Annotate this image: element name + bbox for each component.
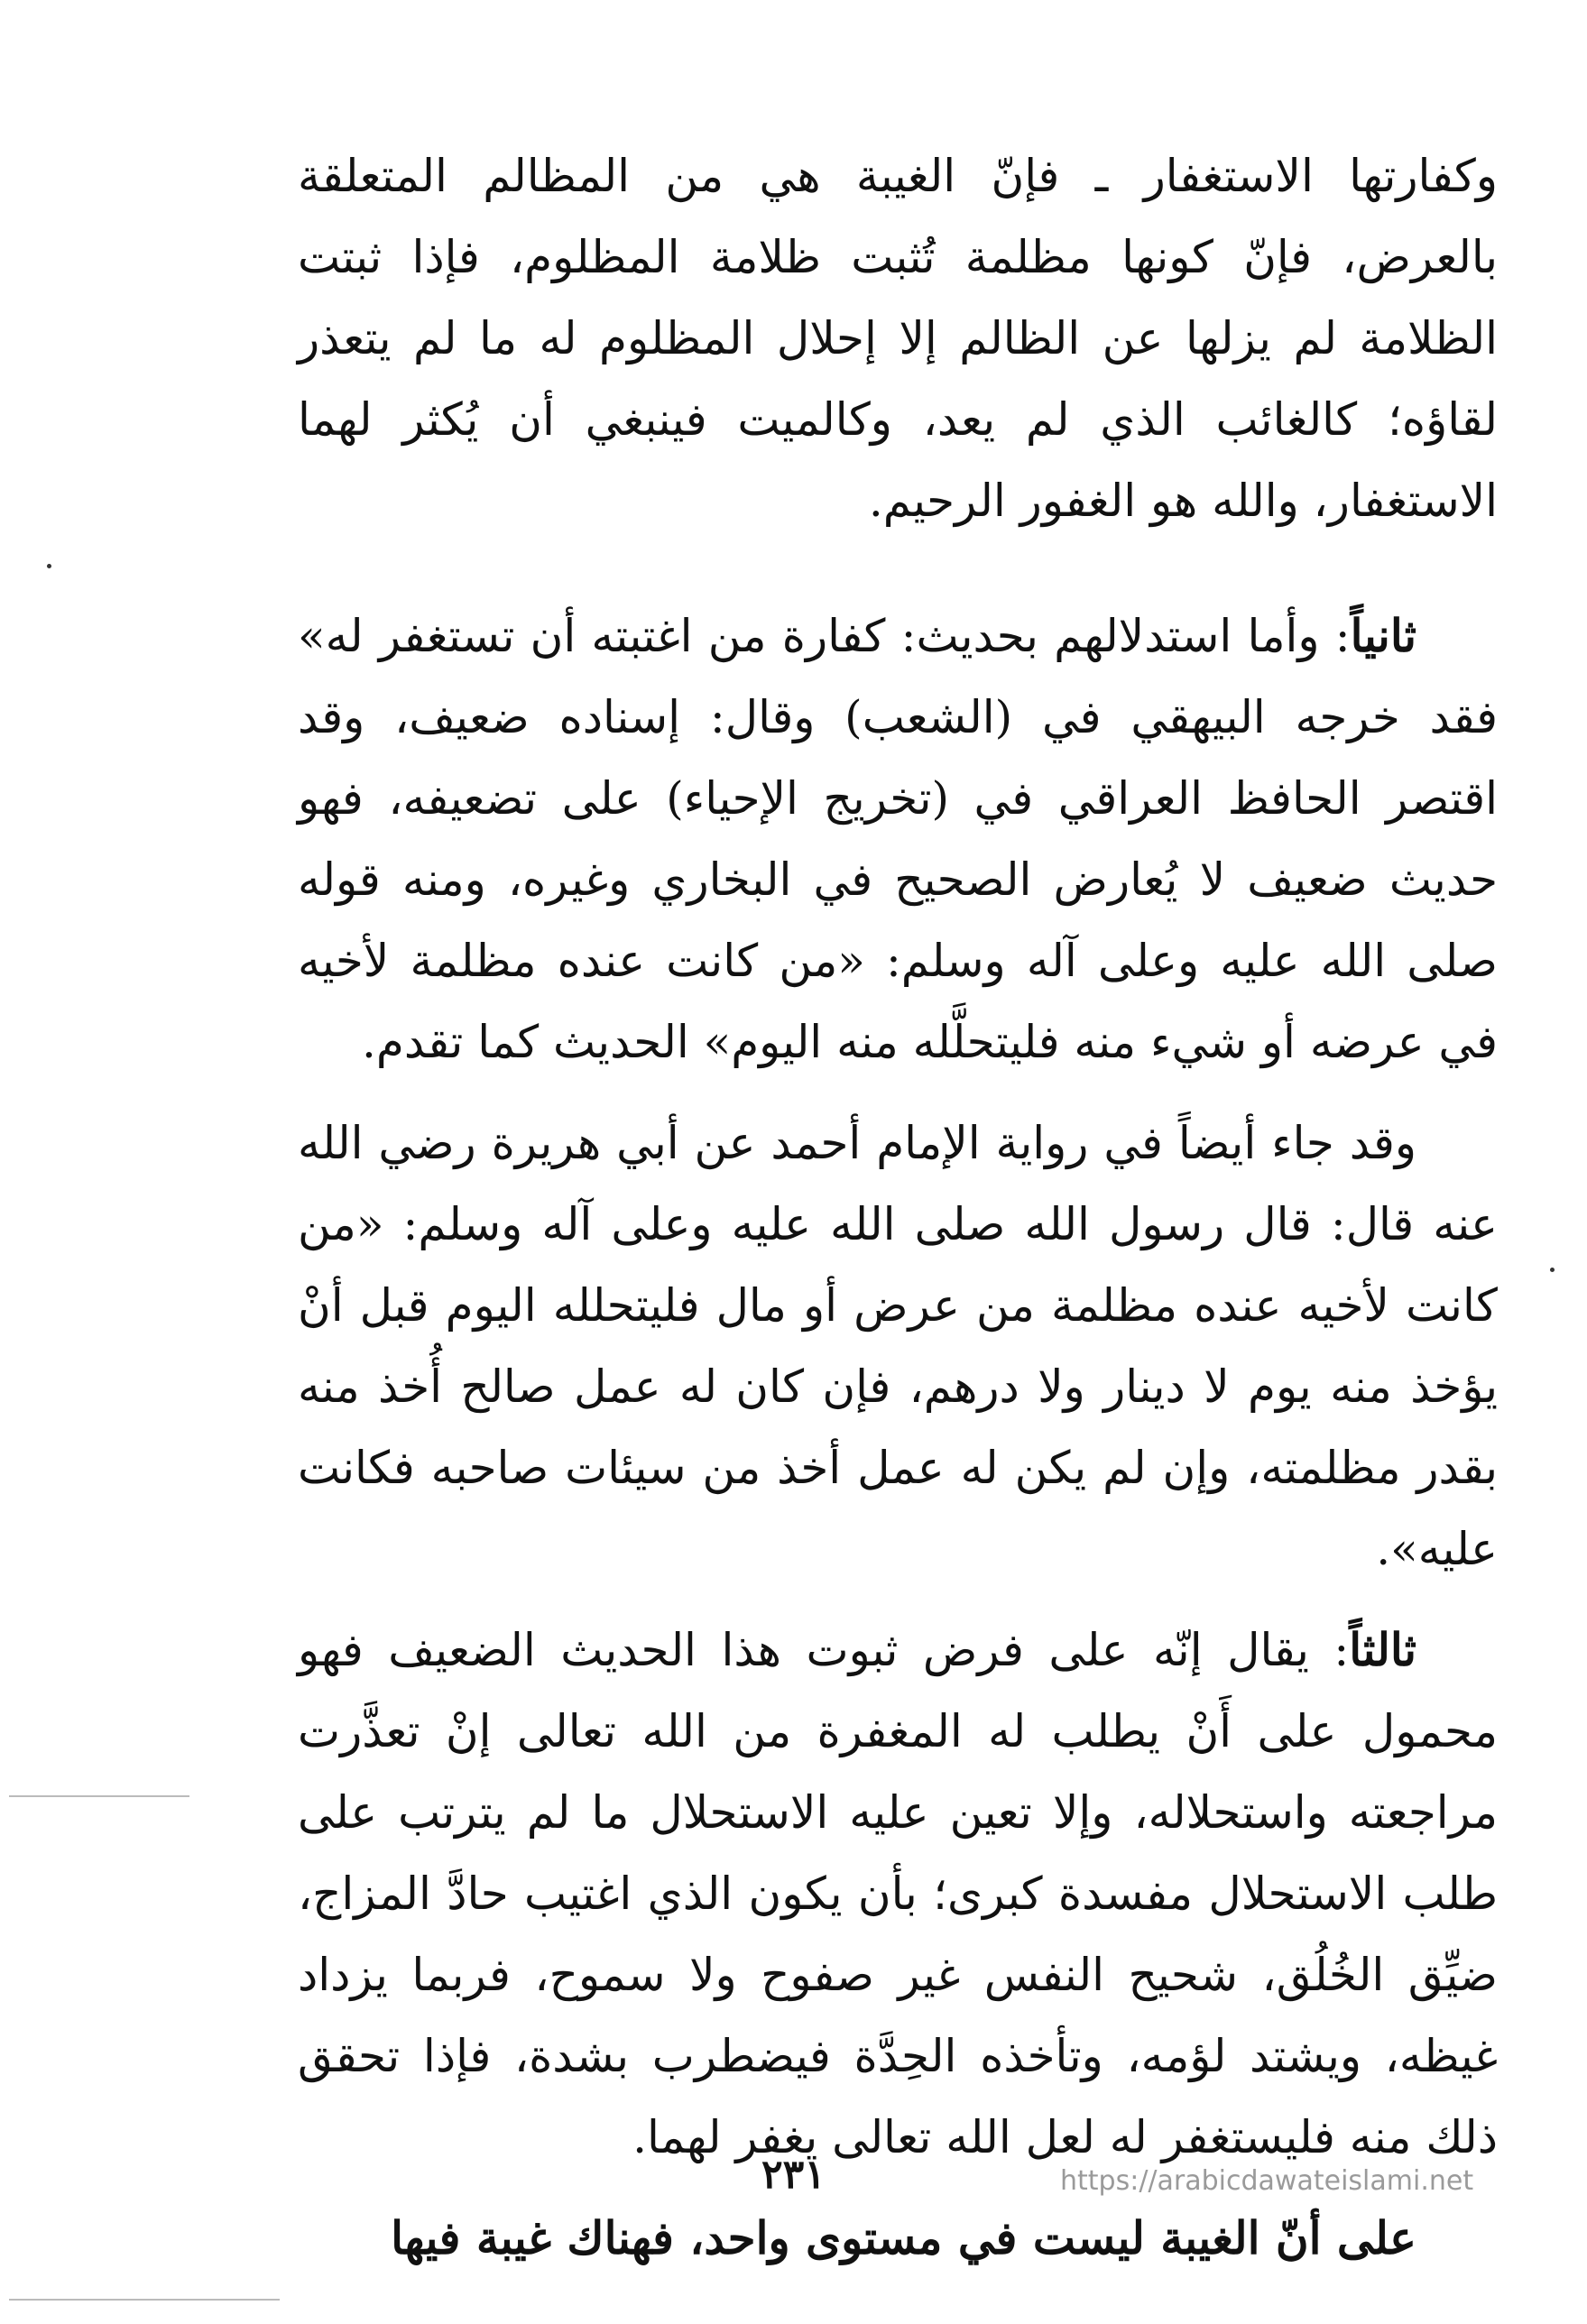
scan-speck <box>1550 1268 1555 1272</box>
paragraph-3 <box>298 1102 1498 1590</box>
watermark-url: https://arabicdawateislami.net <box>1060 2165 1474 2197</box>
paragraph-4-text: : يقال إنّه على فرض ثبوت هذا الحديث الضعيف فهو محمول على أَنْ يطلب له المغفرة من الله تعالى إنْ تعذَّرت مراجعته واستحلاله، وإلا تعين عليه الاستحلال ما لم يترتب على طلب الاستحلال مفسدة كبرى؛ بأن يكون الذي اغتيب حادَّ المزاج، ضيِّق الخُلُق، شحيح النفس غير صفوح ولا سموح، فربما يزداد غيظه، ويشتد لؤمه، وتأخذه الحِدَّة فيضطرب بشدة، فإذا تحقق ذلك منه فليستغفر له لعل الله تعالى يغفر لهما. <box>298 1624 1498 2163</box>
scan-artifact <box>9 1795 189 1797</box>
paragraph-4 <box>298 1609 1498 2178</box>
paragraph-spacer <box>298 1083 1498 1102</box>
closing-bold-line: على أنّ الغيبة ليست في مستوى واحد، فهناك غيبة فيها <box>391 2211 1416 2264</box>
paragraph-spacer <box>298 1590 1498 1609</box>
page-body <box>298 135 1498 2279</box>
page-number: ٢٣١ <box>761 2152 826 2198</box>
paragraph-2-lead: ثانياً <box>1350 609 1416 662</box>
paragraph-2 <box>298 595 1498 1083</box>
paragraph-4-lead: ثالثاً <box>1349 1623 1416 1676</box>
paragraph-3-text: وقد جاء أيضاً في رواية الإمام أحمد عن أبي هريرة رضي الله عنه قال: قال رسول الله صلى الله عليه وعلى آله وسلم: «من كانت لأخيه عنده مظلمة من عرض أو مال فليتحلله اليوم قبل أنْ يؤخذ منه يوم لا دينار ولا درهم، فإن كان له عمل صالح أُخذ منه بقدر مظلمته، وإن لم يكن له عمل أخذ من سيئات صاحبه فكانت عليه». <box>298 1117 1498 1575</box>
paragraph-2-text: : وأما استدلالهم بحديث: كفارة من اغتبته أن تستغفر له» فقد خرجه البيهقي في (الشعب) وقال: إسناده ضعيف، وقد اقتصر الحافظ العراقي في (تخريج الإحياء) على تضعيفه، فهو حديث ضعيف لا يُعارض الصحيح في البخاري وغيره، ومنه قوله صلى الله عليه وعلى آله وسلم: «من كانت عنده مظلمة لأخيه في عرضه أو شيء منه فليتحلَّله منه اليوم» الحديث كما تقدم. <box>298 610 1498 1068</box>
paragraph-spacer <box>298 541 1498 595</box>
scan-speck <box>47 564 51 568</box>
scan-artifact <box>9 2299 280 2301</box>
paragraph-1-text: وكفارتها الاستغفار ـ فإنّ الغيبة هي من المظالم المتعلقة بالعرض، فإنّ كونها مظلمة تُثبت ظلامة المظلوم، فإذا ثبتت الظلامة لم يزلها عن الظالم إلا إحلال المظلوم له ما لم يتعذر لقاؤه؛ كالغائب الذي لم يعد، وكالميت فينبغي أن يُكثر لهما الاستغفار، والله هو الغفور الرحيم. <box>298 150 1499 527</box>
paragraph-1 <box>298 135 1498 541</box>
